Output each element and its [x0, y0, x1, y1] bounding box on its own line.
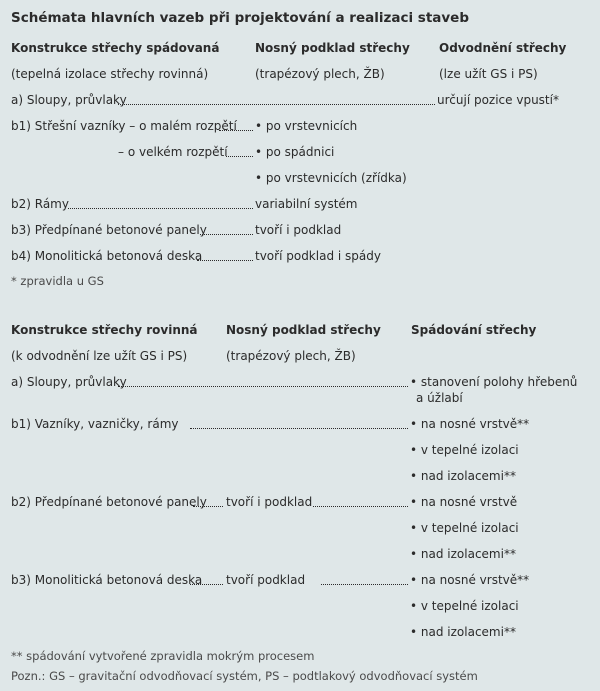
row-value: • v tepelné izolaci: [410, 521, 519, 535]
row-value: • nad izolacemi**: [410, 547, 516, 561]
row-value: • po vrstevnicích (zřídka): [255, 171, 407, 185]
row-value: • na nosné vrstvě**: [410, 573, 530, 587]
row-value: • na nosné vrstvě**: [410, 417, 530, 431]
row-label: a) Sloupy, průvlaky: [11, 93, 127, 107]
column-header-drainage: Odvodnění střechy: [439, 41, 567, 55]
row-label: b1) Vazníky, vazničky, rámy: [11, 417, 179, 431]
row-value-continued: a úžlabí: [416, 391, 463, 405]
row-label: a) Sloupy, průvlaky: [11, 375, 127, 389]
row-label: b2) Rámy: [11, 197, 69, 211]
dotted-leader: [68, 208, 253, 209]
footnote: ** spádování vytvořené zpravidla mokrým procesem: [11, 649, 315, 663]
footnote: * zpravidla u GS: [11, 274, 104, 288]
column-subheader-structure: (tepelná izolace střechy rovinná): [11, 67, 209, 81]
row-value: variabilní systém: [255, 197, 358, 211]
row-value: tvoří podklad i spády: [255, 249, 381, 263]
dotted-leader: [197, 260, 253, 261]
row-label: b1) Střešní vazníky – o malém rozpětí: [11, 119, 237, 133]
column-subheader-support: (trapézový plech, ŽB): [226, 349, 356, 363]
row-label: b2) Předpínané betonové panely: [11, 495, 207, 509]
row-value: • nad izolacemi**: [410, 469, 516, 483]
dotted-leader: [118, 386, 408, 387]
row-value: tvoří i podklad: [255, 223, 342, 237]
row-value: určují pozice vpustí*: [437, 93, 559, 107]
row-value: • v tepelné izolaci: [410, 443, 519, 457]
row-label: b3) Monolitická betonová deska: [11, 573, 203, 587]
column-header-slope: Spádování střechy: [411, 323, 537, 337]
dotted-leader: [118, 104, 435, 105]
row-value: • v tepelné izolaci: [410, 599, 519, 613]
dotted-leader: [321, 584, 408, 585]
dotted-leader: [313, 506, 408, 507]
row-value: • stanovení polohy hřebenů: [410, 375, 578, 389]
legend-note: Pozn.: GS – gravitační odvodňovací systém, PS – podtlakový odvodňovací systém: [11, 669, 478, 683]
column-subheader-support: (trapézový plech, ŽB): [255, 67, 385, 81]
dotted-leader: [190, 428, 408, 429]
row-mid-value: tvoří podklad: [226, 573, 306, 587]
column-header-structure: Konstrukce střechy rovinná: [11, 323, 198, 337]
row-label: – o velkém rozpětí: [118, 145, 228, 159]
dotted-leader: [200, 234, 253, 235]
column-subheader-drainage: (lze užít GS i PS): [439, 67, 538, 81]
dotted-leader: [193, 506, 223, 507]
row-value: • po spádnici: [255, 145, 335, 159]
row-label: b3) Předpínané betonové panely: [11, 223, 207, 237]
dotted-leader: [190, 584, 223, 585]
dotted-leader: [226, 156, 253, 157]
dotted-leader: [219, 130, 253, 131]
row-value: • po vrstevnicích: [255, 119, 358, 133]
column-header-support: Nosný podklad střechy: [255, 41, 410, 55]
row-value: • na nosné vrstvě: [410, 495, 518, 509]
row-value: • nad izolacemi**: [410, 625, 516, 639]
column-header-support: Nosný podklad střechy: [226, 323, 381, 337]
page-title: Schémata hlavních vazeb při projektování a realizaci staveb: [11, 10, 470, 26]
column-header-structure: Konstrukce střechy spádovaná: [11, 41, 220, 55]
row-label: b4) Monolitická betonová deska: [11, 249, 203, 263]
row-mid-value: tvoří i podklad: [226, 495, 313, 509]
column-subheader-structure: (k odvodnění lze užít GS i PS): [11, 349, 188, 363]
